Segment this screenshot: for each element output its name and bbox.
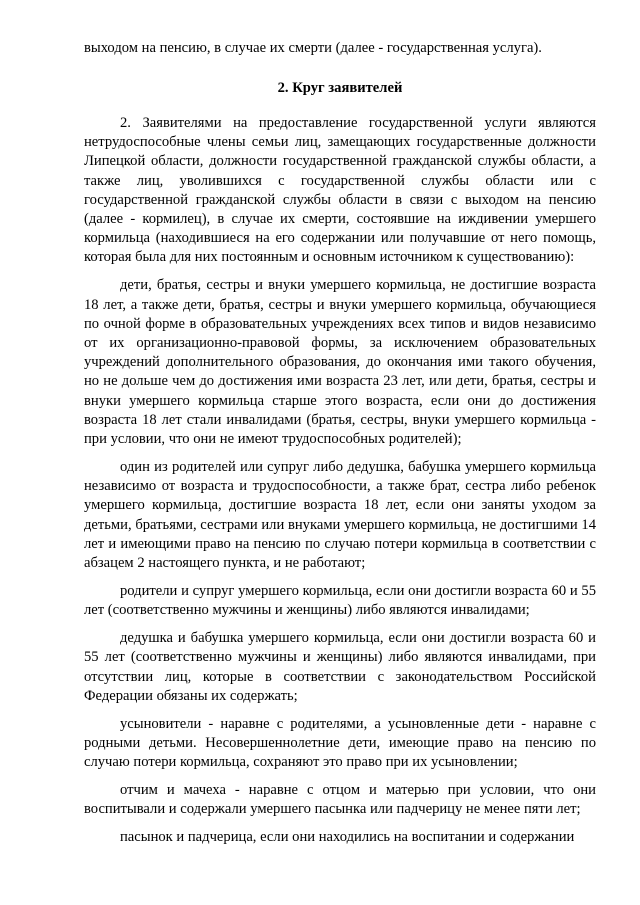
paragraph-adopters: усыновители - наравне с родителями, а усыновленные дети - наравне с родными детьми. Несовершеннолетние дети, имеющие право на пенсию по случаю потери кормильца, сохраняют это право при их усыновлении;: [84, 715, 596, 771]
paragraph-parent-caregiver: один из родителей или супруг либо дедушка, бабушка умершего кормильца независимо от возраста и трудоспособности, а также брат, сестра либо ребенок умершего кормильца, достигшие возраста 18 лет, если они заняты уходом за детьми, братьями, сестрами или внуками умершего кормильца, не достигшими 14 лет и имеющими право на пенсию по случаю потери кормильца в соответствии с абзацем 2 настоящего пункта, и не работают;: [84, 459, 596, 572]
paragraph-children: дети, братья, сестры и внуки умершего кормильца, не достигшие возраста 18 лет, а также дети, братья, сестры и внуки умершего кормильца, обучающиеся по очной форме в образовательных учреждениях всех типов и видов независимо от их организационно-правовой формы, за исключением образовательных учреждений дополнительного образования, до окончания ими такого обучения, но не дольше чем до достижения ими возраста 23 лет, или дети, братья, сестры и внуки умершего кормильца старше этого возраста, если они до достижения возраста 18 лет стали инвалидами (братья, сестры, внуки умершего кормильца - при условии, что они не имеют трудоспособных родителей);: [84, 277, 596, 448]
paragraph-list: [84, 114, 596, 856]
paragraph-applicants: 2. Заявителями на предоставление государственной услуги являются нетрудоспособные члены семьи лиц, замещающих государственные должности Липецкой области, должности государственной гражданской службы области, а также лиц, уволившихся с государственной службы области или с государственной гражданской службы области в связи с выходом на пенсию (далее - кормилец), в случае их смерти, состоявшие на иждивении умершего кормильца (находившиеся на его содержании или получавшие от него помощь, которая была для них постоянным и основным источником к существованию):: [84, 115, 596, 266]
paragraph-grandparents: дедушка и бабушка умершего кормильца, если они достигли возраста 60 и 55 лет (соответственно мужчины и женщины) либо являются инвалидами, при отсутствии лиц, которые в соответствии с законодательством Российской Федерации обязаны их содержать;: [84, 630, 596, 704]
intro-line: выходом на пенсию, в случае их смерти (далее - государственная услуга).: [84, 40, 542, 56]
paragraph-stepchildren: пасынок и падчерица, если они находились на воспитании и содержании: [120, 829, 575, 846]
paragraph-parents-spouse: родители и супруг умершего кормильца, если они достигли возраста 60 и 55 лет (соответственно мужчины и женщины) либо являются инвалидами;: [84, 583, 596, 619]
section-title: 2. Круг заявителей: [277, 80, 403, 96]
paragraph-stepparents: отчим и мачеха - наравне с отцом и матерью при условии, что они воспитывали и содержали умершего пасынка или падчерицу не менее пяти лет;: [84, 782, 596, 818]
